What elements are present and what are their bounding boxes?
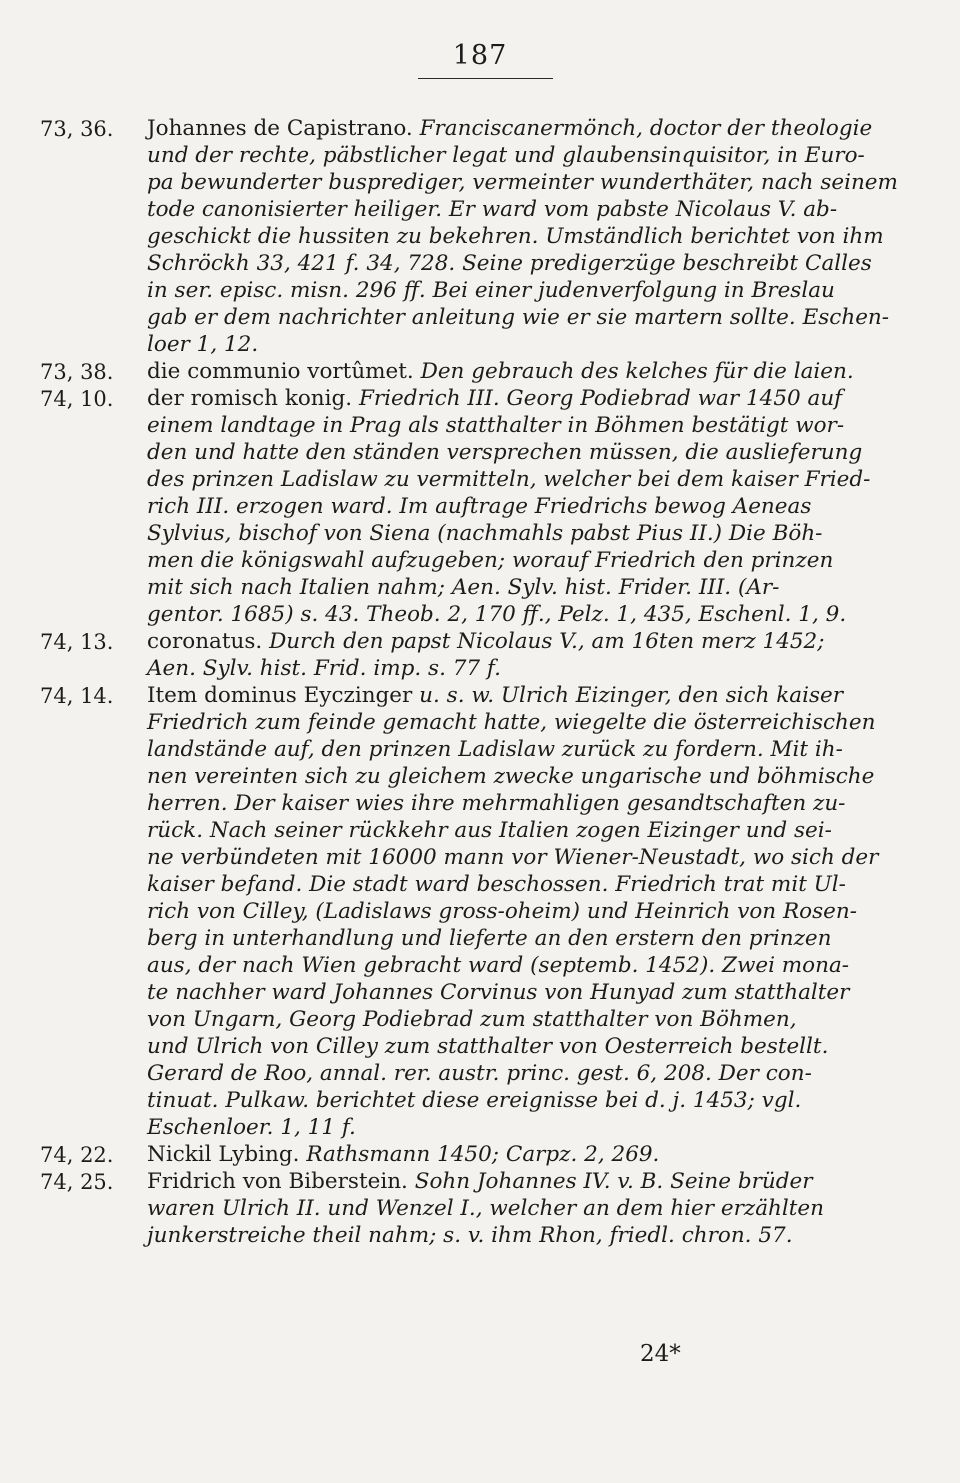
- entry-text-line: [147, 712, 927, 734]
- entry-commentary: Durch den papst Nicolaus V., am 16ten merz 1452;: [262, 629, 825, 654]
- entry-commentary: und Ulrich von Cilley zum statthalter von Oesterreich bestellt.: [147, 1034, 829, 1059]
- entry-commentary: pa bewunderter busprediger, vermeinter wunderthäter, nach seinem: [147, 170, 898, 195]
- entry-text-line: [147, 496, 927, 518]
- entry-commentary: rich von Cilley, (Ladislaws gross-oheim) und Heinrich von Rosen-: [147, 899, 857, 924]
- entry-text-line: [147, 577, 927, 599]
- entry-commentary: aus, der nach Wien gebracht ward (septemb. 1452). Zwei monа-: [147, 953, 850, 978]
- entry-commentary: gab er dem nachrichter anleitung wie er sie martern sollte. Eschen-: [147, 305, 890, 330]
- entry-text-line: [147, 1036, 927, 1058]
- entry-commentary: loer 1, 12.: [147, 332, 259, 357]
- entry-text-line: [147, 415, 927, 437]
- entry-commentary: Gerard de Roo, annal. rer. austr. princ. gest. 6, 208. Der con-: [147, 1061, 812, 1086]
- entry-lemma: coronatus.: [147, 629, 263, 654]
- entry-commentary: von Ungarn, Georg Podiebrad zum statthalter von Böhmen,: [147, 1007, 797, 1032]
- entry-commentary: herren. Der kaiser wies ihre mehrmahligen gesandtschaften zu-: [147, 791, 846, 816]
- entry-text-line: [147, 388, 927, 410]
- entry-commentary: Den gebrauch des kelches für die laien.: [413, 359, 854, 384]
- entry-commentary: junkerstreiche theil nahm; s. v. ihm Rhon, friedl. chron. 57.: [147, 1223, 793, 1248]
- entry-text-line: [147, 334, 927, 356]
- page-number: 187: [452, 40, 508, 71]
- entry-text-line: [147, 1171, 927, 1193]
- entry-lemma: Johannes de Capistrano.: [147, 116, 413, 141]
- entry-text-line: [147, 982, 927, 1004]
- entry-text-line: [147, 955, 927, 977]
- entry-text-line: [147, 1090, 927, 1112]
- entry-lemma: Nickil Lybing.: [147, 1142, 300, 1167]
- entry-commentary: berg in unterhandlung und lieferte an den erstern den prinzen: [147, 926, 832, 951]
- entry-commentary: Sohn Johannes IV. v. B. Seine brüder: [407, 1169, 813, 1194]
- entry-reference: 74, 10.: [40, 387, 114, 411]
- entry-text-line: [147, 739, 927, 761]
- entry-commentary: landstände auf, den prinzen Ladislaw zurück zu fordern. Mit ih-: [147, 737, 843, 762]
- header-rule: [418, 78, 553, 79]
- entry-text-line: [147, 1198, 927, 1220]
- entry-commentary: u. s. w. Ulrich Eizinger, den sich kaiser: [412, 683, 844, 708]
- entry-text-line: [147, 928, 927, 950]
- entry-reference: 74, 13.: [40, 630, 114, 654]
- entry-commentary: ne verbündeten mit 16000 mann vor Wiener-Neustadt, wo sich der: [147, 845, 879, 870]
- entry-commentary: Franciscanermönch, doctor der theologie: [412, 116, 873, 141]
- entry-commentary: mit sich nach Italien nahm; Aen. Sylv. hist. Frider. III. (Ar-: [147, 575, 780, 600]
- entry-reference: 73, 38.: [40, 360, 114, 384]
- entry-text-line: [147, 658, 927, 680]
- entry-text-line: [147, 1117, 927, 1139]
- entry-text-line: [147, 550, 927, 572]
- entry-commentary: rück. Nach seiner rückkehr aus Italien zogen Eizinger und sei-: [147, 818, 832, 843]
- entry-text-line: [147, 226, 927, 248]
- entry-commentary: Schröckh 33, 421 f. 34, 728. Seine predigerzüge beschreibt Calles: [147, 251, 872, 276]
- entry-reference: 74, 22.: [40, 1143, 114, 1167]
- entry-reference: 74, 14.: [40, 684, 114, 708]
- entry-reference: 73, 36.: [40, 117, 114, 141]
- entry-text-line: [147, 1063, 927, 1085]
- entry-text-line: [147, 631, 927, 653]
- entry-text-line: [147, 361, 927, 383]
- entry-text-line: [147, 118, 927, 140]
- entry-commentary: tinuat. Pulkaw. berichtet diese ereignisse bei d. j. 1453; vgl.: [147, 1088, 802, 1113]
- entry-text-line: [147, 874, 927, 896]
- entry-text-line: [147, 145, 927, 167]
- entry-commentary: Aen. Sylv. hist. Frid. imp. s. 77 f.: [147, 656, 501, 681]
- entry-text-line: [147, 685, 927, 707]
- entry-reference: 74, 25.: [40, 1170, 114, 1194]
- entry-commentary: nen vereinten sich zu gleichem zwecke ungarische und böhmische: [147, 764, 875, 789]
- entry-commentary: und der rechte, päbstlicher legat und glaubensinquisitor, in Euro-: [147, 143, 865, 168]
- signature-mark: 24*: [640, 1341, 681, 1367]
- entry-text-line: [147, 307, 927, 329]
- entry-commentary: men die königswahl aufzugeben; worauf Friedrich den prinzen: [147, 548, 834, 573]
- entry-text-line: [147, 1009, 927, 1031]
- entry-text-line: [147, 442, 927, 464]
- entry-text-line: [147, 172, 927, 194]
- entry-text-line: [147, 820, 927, 842]
- entry-lemma: der romisch konig.: [147, 386, 353, 411]
- entry-lemma: die communio vortûmet.: [147, 359, 414, 384]
- entry-lemma: Fridrich von Biberstein.: [147, 1169, 408, 1194]
- entry-text-line: [147, 280, 927, 302]
- entry-text-line: [147, 523, 927, 545]
- entry-text-line: [147, 469, 927, 491]
- entry-commentary: geschickt die hussiten zu bekehren. Umständlich berichtet von ihm: [147, 224, 884, 249]
- entry-commentary: kaiser befand. Die stadt ward beschossen. Friedrich trat mit Ul-: [147, 872, 846, 897]
- entry-commentary: Eschenloer. 1, 11 f.: [147, 1115, 356, 1140]
- entry-commentary: te nachher ward Johannes Corvinus von Hunyad zum statthalter: [147, 980, 850, 1005]
- entry-commentary: einem landtage in Prag als statthalter in Böhmen bestätigt wor-: [147, 413, 845, 438]
- entry-text-line: [147, 766, 927, 788]
- entry-commentary: Friedrich III. Georg Podiebrad war 1450 auf: [352, 386, 843, 411]
- entry-lemma: Item dominus Eyczinger: [147, 683, 413, 708]
- entry-text-line: [147, 1144, 927, 1166]
- entry-text-line: [147, 604, 927, 626]
- entry-commentary: des prinzen Ladislaw zu vermitteln, welcher bei dem kaiser Fried-: [147, 467, 871, 492]
- entry-commentary: tode canonisierter heiliger. Er ward vom pabste Nicolaus V. ab-: [147, 197, 838, 222]
- entry-text-line: [147, 847, 927, 869]
- entry-text-line: [147, 793, 927, 815]
- entry-commentary: Rathsmann 1450; Carpz. 2, 269.: [299, 1142, 660, 1167]
- entry-text-line: [147, 1225, 927, 1247]
- entry-commentary: rich III. erzogen ward. Im auftrage Friedrichs bewog Aeneas: [147, 494, 812, 519]
- entry-commentary: gentor. 1685) s. 43. Theob. 2, 170 ff., Pelz. 1, 435, Eschenl. 1, 9.: [147, 602, 847, 627]
- entry-text-line: [147, 199, 927, 221]
- entry-commentary: in ser. episc. misn. 296 ff. Bei einer judenverfolgung in Breslau: [147, 278, 835, 303]
- entry-commentary: waren Ulrich II. und Wenzel I., welcher an dem hier erzählten: [147, 1196, 824, 1221]
- entry-text-line: [147, 253, 927, 275]
- entry-commentary: Sylvius, bischof von Siena (nachmahls pabst Pius II.) Die Böh-: [147, 521, 823, 546]
- entry-commentary: Friedrich zum feinde gemacht hatte, wiegelte die österreichischen: [147, 710, 876, 735]
- entry-commentary: den und hatte den ständen versprechen müssen, die auslieferung: [147, 440, 863, 465]
- entry-text-line: [147, 901, 927, 923]
